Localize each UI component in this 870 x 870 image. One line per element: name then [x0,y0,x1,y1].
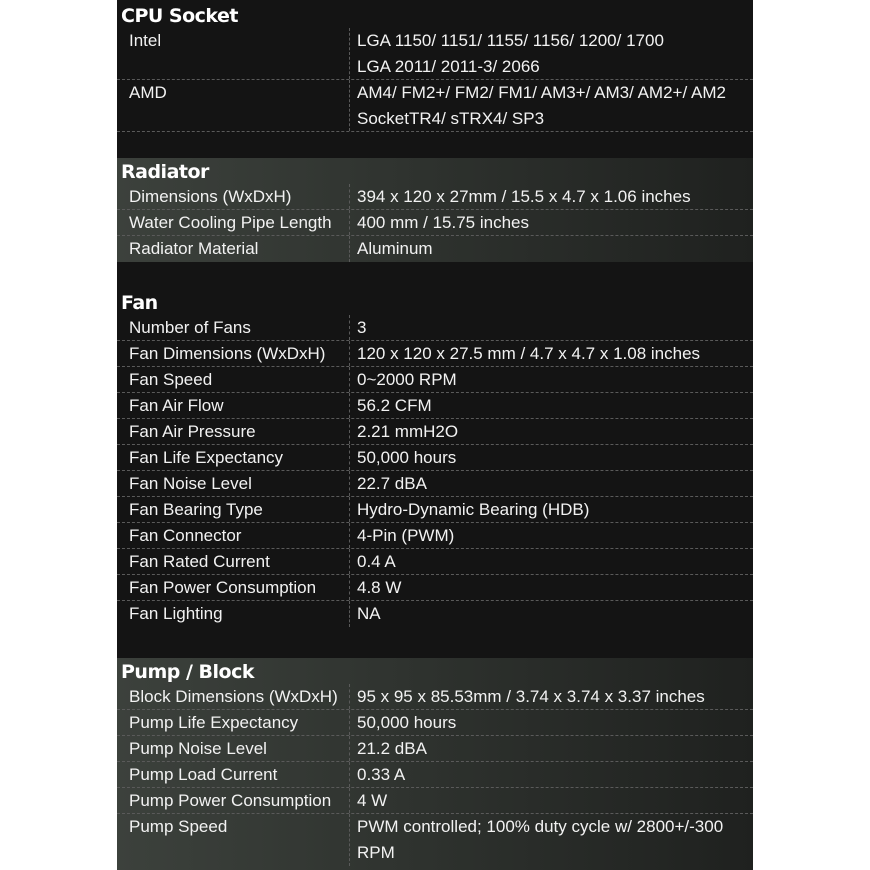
spec-label: Pump Load Current [129,765,278,784]
spec-value: AM4/ FM2+/ FM2/ FM1/ AM3+/ AM3/ AM2+/ AM2 SocketTR4/ sTRX4/ SP3 [357,83,726,128]
spec-row [117,210,753,236]
spec-label: Fan Dimensions (WxDxH) [129,344,326,363]
spec-value: 3 [357,318,367,337]
spec-label: Intel [129,31,162,50]
spec-value: 394 x 120 x 27mm / 15.5 x 4.7 x 1.06 inches [357,187,691,206]
spec-row-intel [117,28,753,80]
spec-row [117,736,753,762]
spec-value: 50,000 hours [357,448,457,467]
spec-label: Dimensions (WxDxH) [129,187,292,206]
spec-row [117,601,753,627]
spec-label: Fan Air Pressure [129,422,256,441]
spec-row [117,393,753,419]
spec-row [117,549,753,575]
section-title: Radiator [121,161,209,183]
spec-label: Fan Air Flow [129,396,224,415]
spec-value: LGA 1150/ 1151/ 1155/ 1156/ 1200/ 1700 LGA 2011/ 2011-3/ 2066 [357,31,664,76]
section-pump-block [117,660,753,866]
spec-row [117,523,753,549]
spec-row [117,184,753,210]
spec-row [117,315,753,341]
spec-value: 0.33 A [357,765,406,784]
spec-label: Block Dimensions (WxDxH) [129,687,338,706]
spec-row [117,814,753,866]
section-title: Pump / Block [121,661,254,683]
spec-row [117,236,753,262]
spec-label: Pump Noise Level [129,739,267,758]
spec-value: 95 x 95 x 85.53mm / 3.74 x 3.74 x 3.37 inches [357,687,705,706]
spec-value: NA [357,604,381,623]
spec-row-amd [117,80,753,132]
spec-row [117,445,753,471]
spec-row [117,684,753,710]
spec-label: Pump Speed [129,817,228,836]
spec-label: Fan Noise Level [129,474,252,493]
spec-row [117,710,753,736]
spec-row [117,367,753,393]
section-header [117,4,753,28]
section-cpu-socket [117,4,753,132]
spec-label: Radiator Material [129,239,259,258]
spec-label: Fan Life Expectancy [129,448,284,467]
spec-value: Aluminum [357,239,433,258]
section-title: CPU Socket [121,5,239,27]
section-header [117,291,753,315]
spec-row [117,419,753,445]
spec-value: 4 W [357,791,388,810]
spec-row [117,788,753,814]
section-header [117,660,753,684]
spec-value: 50,000 hours [357,713,457,732]
spec-value: 22.7 dBA [357,474,427,493]
spec-label: Number of Fans [129,318,251,337]
spec-value: 0~2000 RPM [357,370,457,389]
spec-sheet [117,0,753,870]
spec-label: AMD [129,83,167,102]
spec-value: 4.8 W [357,578,402,597]
spec-row [117,497,753,523]
spec-value: 2.21 mmH2O [357,422,459,441]
spec-value: 400 mm / 15.75 inches [357,213,529,232]
spec-value: 21.2 dBA [357,739,427,758]
spec-label: Fan Connector [129,526,242,545]
spec-row [117,471,753,497]
spec-value: PWM controlled; 100% duty cycle w/ 2800+/-300 RPM [357,817,724,862]
section-title: Fan [121,292,158,314]
spec-value: 4-Pin (PWM) [357,526,455,545]
spec-value: Hydro-Dynamic Bearing (HDB) [357,500,590,519]
section-header [117,160,753,184]
spec-label: Pump Life Expectancy [129,713,299,732]
spec-label: Fan Bearing Type [129,500,263,519]
spec-label: Fan Lighting [129,604,223,623]
section-fan [117,291,753,627]
spec-value: 120 x 120 x 27.5 mm / 4.7 x 4.7 x 1.08 inches [357,344,701,363]
spec-label: Fan Power Consumption [129,578,317,597]
spec-label: Water Cooling Pipe Length [129,213,332,232]
section-radiator [117,160,753,262]
spec-row [117,575,753,601]
spec-value: 56.2 CFM [357,396,432,415]
spec-label: Fan Rated Current [129,552,270,571]
spec-row [117,762,753,788]
spec-label: Fan Speed [129,370,213,389]
spec-label: Pump Power Consumption [129,791,332,810]
spec-row [117,341,753,367]
spec-value: 0.4 A [357,552,396,571]
